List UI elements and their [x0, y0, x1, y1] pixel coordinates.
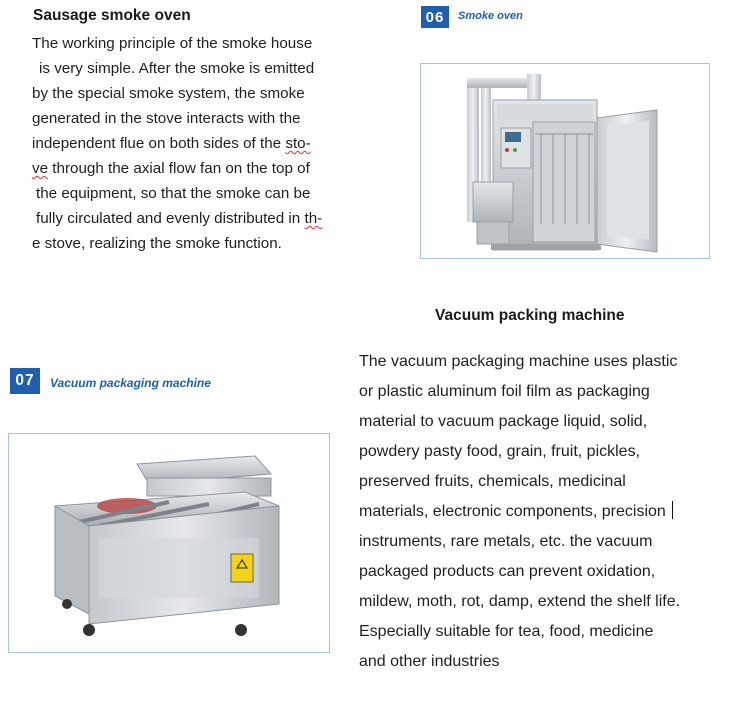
text-line: Especially suitable for tea, food, medicine [359, 623, 654, 640]
text-line [32, 156, 362, 181]
text-line: mildew, moth, rot, damp, extend the shelf life. [359, 593, 681, 610]
smoke-oven-title: Sausage smoke oven [33, 7, 191, 24]
misspelled-fragment: th- [304, 210, 323, 227]
vacuum-packing-description [359, 347, 719, 677]
text-line: powdery pasty food, grain, fruit, pickles, [359, 443, 641, 460]
text-line: and other industries [359, 653, 500, 670]
text-fragment: materials, electronic components, precision [359, 503, 666, 520]
text-fragment: through the axial flow fan on the top of [52, 160, 310, 177]
text-line: The vacuum packaging machine uses plastic [359, 353, 678, 370]
vacuum-packing-title: Vacuum packing machine [435, 307, 625, 324]
misspelled-fragment: ve [32, 160, 49, 177]
text-line: generated in the stove interacts with the [32, 110, 301, 127]
badge-label-vacuum-packaging: Vacuum packaging machine [50, 376, 211, 390]
misspelled-fragment: sto- [285, 135, 311, 152]
text-line [359, 497, 719, 527]
smoke-oven-description [32, 31, 362, 256]
text-line: material to vacuum package liquid, solid, [359, 413, 648, 430]
text-line: by the special smoke system, the smoke [32, 85, 305, 102]
text-fragment: independent flue on both sides of the [32, 135, 282, 152]
text-line: or plastic aluminum foil film as packaging [359, 383, 650, 400]
badge-label-smoke-oven: Smoke oven [458, 10, 523, 22]
text-line: preserved fruits, chemicals, medicinal [359, 473, 626, 490]
text-cursor [672, 501, 673, 519]
badge-number-07: 07 [10, 368, 40, 394]
text-line [32, 206, 362, 231]
text-line: e stove, realizing the smoke function. [32, 235, 282, 252]
text-line [32, 131, 362, 156]
smoke-oven-photo [420, 63, 710, 259]
text-fragment: fully circulated and evenly distributed in [36, 210, 301, 227]
badge-number-06: 06 [421, 6, 449, 28]
text-line: the equipment, so that the smoke can be [36, 185, 311, 202]
text-line: is very simple. After the smoke is emitted [39, 60, 315, 77]
text-line: packaged products can prevent oxidation, [359, 563, 656, 580]
vacuum-machine-photo [8, 433, 330, 653]
smoke-oven-illustration [421, 64, 709, 258]
text-line: The working principle of the smoke house [32, 35, 313, 52]
text-line: instruments, rare metals, etc. the vacuum [359, 533, 653, 550]
vacuum-machine-illustration [9, 434, 329, 652]
